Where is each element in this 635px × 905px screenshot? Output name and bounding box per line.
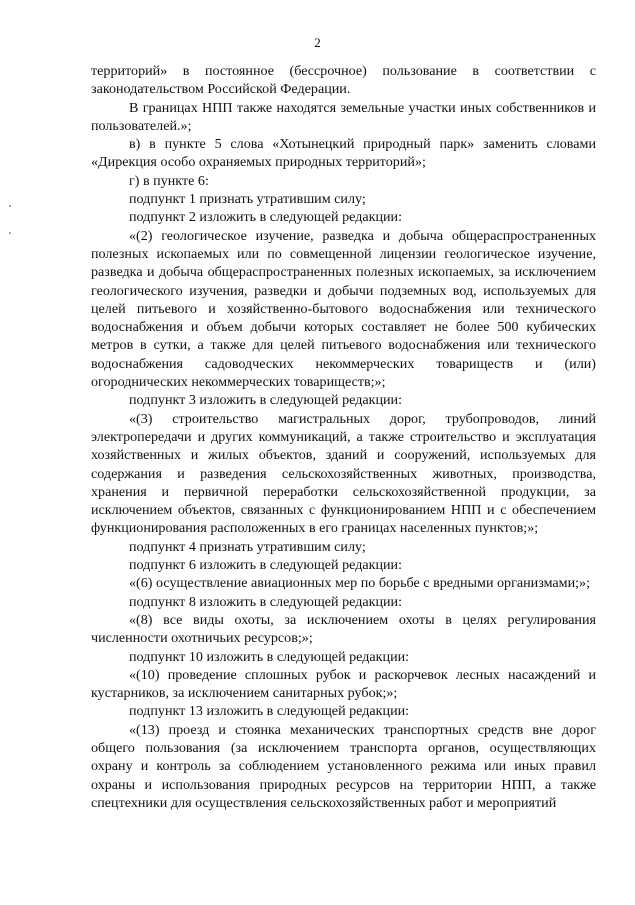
paragraph: в) в пункте 5 слова «Хотынецкий природный парк» заменить словами «Дирекция особо охраняемых природных территорий»; [91,136,596,171]
paragraph: В границах НПП также находятся земельные участки иных собственников и пользователей.»; [91,99,596,134]
paragraph: подпункт 3 изложить в следующей редакции: [129,392,403,409]
paragraph: «(2) геологическое изучение, разведка и добыча общераспространенных полезных ископаемых или по совмещенной лицензии геологическое изучение, разведка и добыча общераспространенных полезных ископаемых, за исключением геологического изучения, разведки и добычи подземных вод, используемых для целей питьевого и хозяйственно-бытового водоснабжения или технического водоснабжения и объем добычи которых составляет не более 500 кубических метров в сутки, а также для целей питьевого водоснабжения или технического водоснабжения садоводческих некоммерческих товариществ и (или) огороднических некоммерческих товариществ;»; [91,227,596,391]
paragraph: подпункт 10 изложить в следующей редакции: [129,648,410,665]
paragraph: «(10) проведение сплошных рубок и раскорчевок лесных насаждений и кустарников, за исключением санитарных рубок;»; [91,666,596,702]
margin-mark [9,232,11,234]
paragraph: территорий» в постоянное (бессрочное) пользование в соответствии с законодательством Российской Федерации. [91,63,596,98]
paragraph: «(8) все виды охоты, за исключением охоты в целях регулирования численности охотничьих ресурсов;»; [91,611,596,647]
paragraph: «(3) строительство магистральных дорог, трубопроводов, линий электропередачи и других коммуникаций, а также строительство и эксплуатация хозяйственных и жилых объектов, зданий и сооружений, используемых для содержания и разведения сельскохозяйственных животных, производства, хранения и первичной переработки сельскохозяйственной продукции, за исключением объектов, связанных с функционированием НПП и с обеспечением функционирования расположенных в его границах населенных пунктов;»; [91,410,596,537]
paragraph: подпункт 2 изложить в следующей редакции: [129,209,403,226]
paragraph: подпункт 1 признать утратившим силу; [129,191,366,208]
paragraph: «(6) осуществление авиационных мер по борьбе с вредными организмами;»; [129,575,591,592]
paragraph: «(13) проезд и стоянка механических транспортных средств вне дорог общего пользования (за исключением транспорта органов, осуществляющих охрану и контроль за соблюдением установленного режима или иных правил охраны и использования природных ресурсов на территории НПП, а также спецтехники для осуществления сельскохозяйственных работ и мероприятий [91,721,596,811]
paragraph: подпункт 6 изложить в следующей редакции: [129,557,403,574]
paragraph: подпункт 8 изложить в следующей редакции: [129,593,403,610]
document-body [91,62,596,812]
paragraph: подпункт 4 признать утратившим силу; [129,538,366,555]
paragraph: подпункт 13 изложить в следующей редакции: [129,703,410,720]
paragraph: г) в пункте 6: [129,172,209,189]
margin-mark [9,205,11,207]
page-number: 2 [314,35,321,50]
